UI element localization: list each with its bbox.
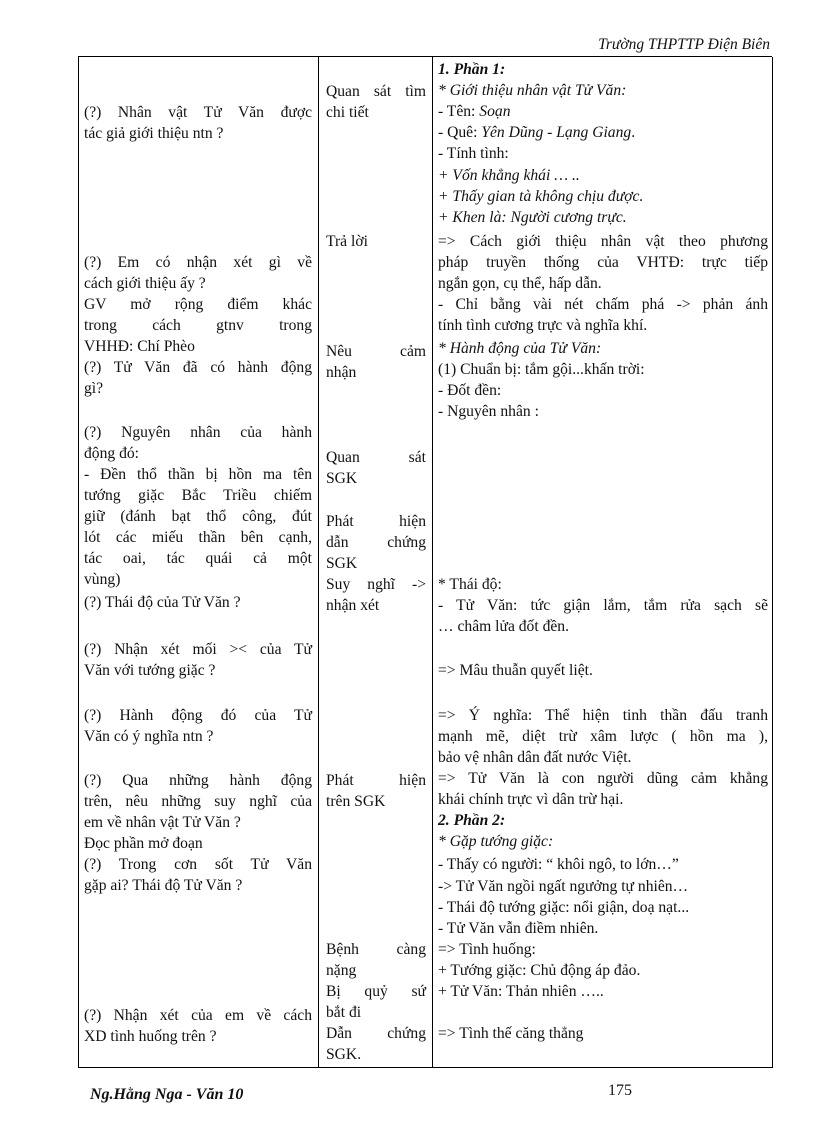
table-border-col1 bbox=[318, 57, 319, 1067]
col3-line: * Thái độ: bbox=[438, 576, 502, 593]
col3-line: => Tình huống: bbox=[438, 941, 536, 958]
col1-line: - Đền thổ thần bị hồn ma tên bbox=[84, 466, 312, 483]
col1-line: Văn có ý nghĩa ntn ? bbox=[84, 728, 214, 745]
table-border-bottom bbox=[78, 1067, 773, 1068]
col1-line: (?) Nhận xét mối >< của Tử bbox=[84, 641, 312, 658]
col1-line: (?) Nhân vật Tử Văn được bbox=[84, 104, 312, 121]
col2-line: nhận bbox=[326, 364, 357, 381]
col1-line: cách giới thiệu ấy ? bbox=[84, 275, 206, 292]
col3-line: + Vốn khẳng khái … .. bbox=[438, 167, 580, 184]
col2-line: Bệnh càng bbox=[326, 941, 426, 958]
col3-line: => Cách giới thiệu nhân vật theo phương bbox=[438, 233, 768, 250]
col1-line: XD tình huống trên ? bbox=[84, 1028, 217, 1045]
col3-line: - Nguyên nhân : bbox=[438, 403, 539, 420]
col3-line: => Tình thế căng thẳng bbox=[438, 1025, 584, 1042]
col3-line: tính tình cương trực và nghĩa khí. bbox=[438, 317, 648, 334]
col3-line: - Tên: Soạn bbox=[438, 103, 511, 120]
col2-line: SGK. bbox=[326, 1046, 362, 1063]
col2-line: Quan sát tìm bbox=[326, 83, 426, 100]
col2-line: Bị quỷ sứ bbox=[326, 983, 426, 1000]
col1-line: lót các miếu thần bên cạnh, bbox=[84, 529, 312, 546]
col2-line: Trả lời bbox=[326, 233, 368, 250]
col1-line: tác giả giới thiệu ntn ? bbox=[84, 125, 224, 142]
col2-line: Quan sát bbox=[326, 449, 426, 466]
col1-line: gì? bbox=[84, 380, 104, 397]
col3-line: + Thấy gian tà không chịu được. bbox=[438, 188, 644, 205]
col2-line: bắt đi bbox=[326, 1004, 362, 1021]
col1-line: (?) Trong cơn sốt Tử Văn bbox=[84, 856, 312, 873]
col3-line: … châm lửa đốt đền. bbox=[438, 618, 570, 635]
col3-line: => Tử Văn là con người dũng cảm khẳng bbox=[438, 770, 768, 787]
col1-line: động đó: bbox=[84, 445, 140, 462]
table-border-right bbox=[772, 57, 773, 1067]
col3-line: - Tử Văn vẫn điềm nhiên. bbox=[438, 920, 599, 937]
col3-line: pháp truyền thống của VHTĐ: trực tiếp bbox=[438, 254, 768, 271]
col3-line: khái chính trực vì dân trừ hại. bbox=[438, 791, 624, 808]
col3-line: (1) Chuẩn bị: tắm gội...khấn trời: bbox=[438, 361, 645, 378]
col2-line: SGK bbox=[326, 555, 358, 572]
col1-line: (?) Thái độ của Tử Văn ? bbox=[84, 594, 241, 611]
col2-line: nhận xét bbox=[326, 597, 380, 614]
col1-line: Văn với tướng giặc ? bbox=[84, 662, 216, 679]
col1-line: trên, nêu những suy nghĩ của bbox=[84, 793, 312, 810]
col2-line: SGK bbox=[326, 470, 358, 487]
page-number: 175 bbox=[608, 1082, 632, 1099]
col1-line: Đọc phần mở đoạn bbox=[84, 835, 203, 852]
col3-line: -> Tử Văn ngồi ngất ngưởng tự nhiên… bbox=[438, 878, 689, 895]
col3-line: 1. Phần 1: bbox=[438, 61, 506, 78]
col1-line: (?) Hành động đó của Tử bbox=[84, 707, 312, 724]
col3-line: + Tướng giặc: Chủ động áp đảo. bbox=[438, 962, 641, 979]
col2-line: dẫn chứng bbox=[326, 534, 426, 551]
header-rule bbox=[78, 56, 772, 57]
col1-line: (?) Nhận xét của em về cách bbox=[84, 1007, 312, 1024]
col3-line: => Ý nghĩa: Thể hiện tinh thần đấu tranh bbox=[438, 707, 768, 724]
col3-line: => Mâu thuẫn quyết liệt. bbox=[438, 662, 593, 679]
col3-line: - Quê: Yên Dũng - Lạng Giang. bbox=[438, 124, 636, 141]
col1-line: tác oai, tác quái cả một bbox=[84, 550, 312, 567]
col1-line: (?) Tử Văn đã có hành động bbox=[84, 359, 312, 376]
col2-line: Nêu cảm bbox=[326, 343, 426, 360]
col3-line: + Tử Văn: Thản nhiên ….. bbox=[438, 983, 604, 1000]
col2-line: Phát hiện bbox=[326, 772, 426, 789]
table-border-col2 bbox=[432, 57, 433, 1067]
col3-line: * Hành động của Tử Văn: bbox=[438, 340, 602, 357]
col1-line: vùng) bbox=[84, 571, 121, 588]
col3-line: - Đốt đền: bbox=[438, 382, 502, 399]
table-border-left bbox=[78, 57, 79, 1067]
col3-line: mạnh mẽ, diệt trừ xâm lược ( hồn ma ), bbox=[438, 728, 768, 745]
col3-line: + Khen là: Người cương trực. bbox=[438, 209, 627, 226]
col3-line: ngắn gọn, cụ thể, hấp dẫn. bbox=[438, 275, 602, 292]
col2-line: trên SGK bbox=[326, 793, 386, 810]
school-header: Trường THPTTP Điện Biên bbox=[598, 36, 770, 53]
col1-line: gặp ai? Thái độ Tử Văn ? bbox=[84, 877, 243, 894]
col1-line: VHHĐ: Chí Phèo bbox=[84, 338, 195, 355]
col1-line: (?) Qua những hành động bbox=[84, 772, 312, 789]
col3-line: - Tử Văn: tức giận lắm, tắm rửa sạch sẽ bbox=[438, 597, 768, 614]
col3-line: * Gặp tướng giặc: bbox=[438, 833, 554, 850]
col2-line: Phát hiện bbox=[326, 513, 426, 530]
col2-line: nặng bbox=[326, 962, 357, 979]
footer-author: Ng.Hằng Nga - Văn 10 bbox=[90, 1086, 244, 1103]
col1-line: (?) Nguyên nhân của hành bbox=[84, 424, 312, 441]
col1-line: giữ (đánh bạt thổ công, đút bbox=[84, 508, 312, 525]
col3-line: - Chỉ bằng vài nét chấm phá -> phản ánh bbox=[438, 296, 768, 313]
col1-line: GV mở rộng điểm khác bbox=[84, 296, 312, 313]
col3-line: * Giới thiệu nhân vật Tử Văn: bbox=[438, 82, 627, 99]
col3-line: - Thấy có người: “ khôi ngô, to lớn…” bbox=[438, 856, 679, 873]
col2-line: chi tiết bbox=[326, 104, 369, 121]
col3-line: 2. Phần 2: bbox=[438, 812, 506, 829]
col3-line: - Tính tình: bbox=[438, 145, 509, 162]
col1-line: em về nhân vật Tử Văn ? bbox=[84, 814, 241, 831]
col1-line: (?) Em có nhận xét gì về bbox=[84, 254, 312, 271]
col3-line: bảo vệ nhân dân đất nước Việt. bbox=[438, 749, 632, 766]
col1-line: tướng giặc Bắc Triều chiếm bbox=[84, 487, 312, 504]
col3-line: - Thái độ tướng giặc: nổi giận, doạ nạt... bbox=[438, 899, 690, 916]
col2-line: Dẫn chứng bbox=[326, 1025, 426, 1042]
col2-line: Suy nghĩ -> bbox=[326, 576, 426, 593]
col1-line: trong cách gtnv trong bbox=[84, 317, 312, 334]
